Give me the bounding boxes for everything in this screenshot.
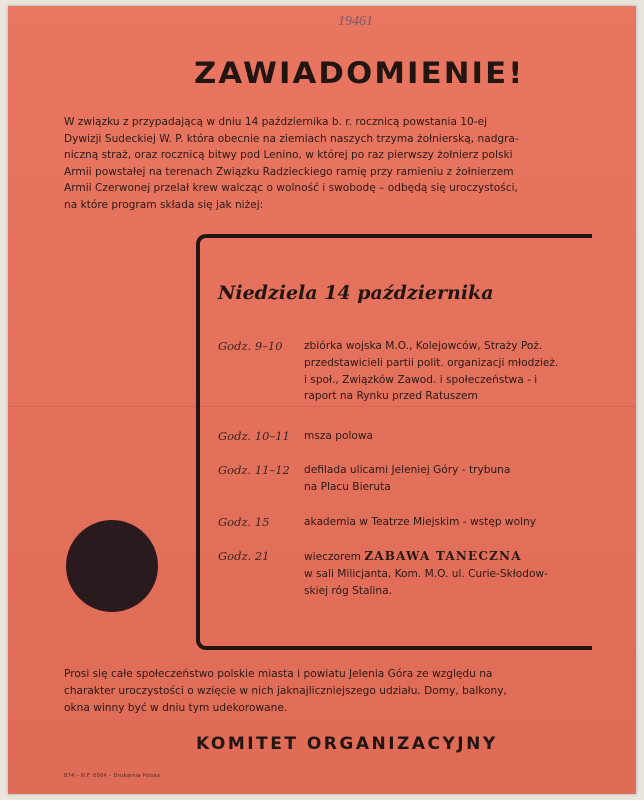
schedule-description	[304, 548, 596, 599]
schedule-description	[304, 428, 596, 445]
intro-line: Armii powstałej na terenach Związku Radzieckiego ramię przy ramieniu z żołnierzem	[64, 165, 514, 178]
closing-line: okna winny być w dniu tym udekorowane.	[64, 702, 288, 714]
schedule-hour: Godz. 15	[218, 515, 270, 529]
intro-line: niczną straż, oraz rocznicą bitwy pod Lenino, w której po raz pierwszy żołnierz polski	[64, 149, 513, 162]
closing-paragraph	[64, 666, 592, 717]
committee-signature: KOMITET ORGANIZACYJNY	[196, 734, 498, 754]
schedule-description	[304, 338, 596, 405]
intro-paragraph	[64, 114, 592, 214]
schedule-line: zbiórka wojska M.O., Kolejowców, Straży Poż.	[304, 340, 543, 352]
schedule-line: skiej róg Stalina.	[304, 584, 392, 597]
schedule-line: msza polowa	[304, 430, 374, 442]
schedule-hour: Godz. 10–11	[218, 429, 290, 443]
poster-sheet	[8, 6, 636, 794]
poster-title: ZAWIADOMIENIE!	[194, 56, 525, 90]
schedule-description	[304, 514, 596, 531]
intro-line: Dywizji Sudeckiej W. P. która obecnie na ziemiach naszych trzyma żołnierską, nadgra-	[64, 132, 519, 145]
day-heading: Niedziela 14 października	[218, 282, 494, 304]
schedule-line: na Placu Bieruta	[304, 480, 391, 493]
schedule-line: przedstawicieli partii polit. organizacji młodzież.	[304, 356, 559, 369]
intro-line: na które program składa się jak niżej:	[64, 198, 264, 211]
schedule-description	[304, 462, 596, 496]
schedule-hour: Godz. 21	[218, 549, 270, 563]
schedule-line: defilada ulicami Jeleniej Góry - trybuna	[304, 464, 511, 476]
schedule-line: w sali Milicjanta, Kom. M.O. ul. Curie-Skłodow-	[304, 567, 548, 580]
schedule-hour: Godz. 11–12	[218, 463, 290, 477]
schedule-hour: Godz. 9–10	[218, 339, 283, 353]
dance-highlight: ZABAWA TANECZNA	[364, 549, 522, 563]
printer-imprint: 874 – N.F. 0064 – Drukarnia Polska	[64, 773, 161, 779]
closing-line: charakter uroczystości o wzięcie w nich jaknajliczniejszego udziału. Domy, balkony,	[64, 685, 507, 697]
closing-line: Prosi się całe społeczeństwo polskie miasta i powiatu Jelenia Góra ze względu na	[64, 668, 493, 680]
intro-line: Armii Czerwonej przelał krew walcząc o wolność i swobodę – odbędą się uroczystości,	[64, 182, 518, 195]
schedule-lead: wieczorem	[304, 551, 361, 563]
schedule-line: akademia w Teatrze Miejskim - wstęp wolny	[304, 516, 537, 528]
black-dot-mark	[66, 520, 158, 612]
schedule-line	[304, 548, 596, 566]
archive-number: 19461	[338, 14, 373, 29]
intro-line: W związku z przypadającą w dniu 14 października b. r. rocznicą powstania 10-ej	[64, 116, 488, 128]
schedule-line: raport na Rynku przed Ratuszem	[304, 390, 478, 403]
schedule-line: i społ., Związków Zawod. i społeczeństwa - i	[304, 373, 538, 386]
